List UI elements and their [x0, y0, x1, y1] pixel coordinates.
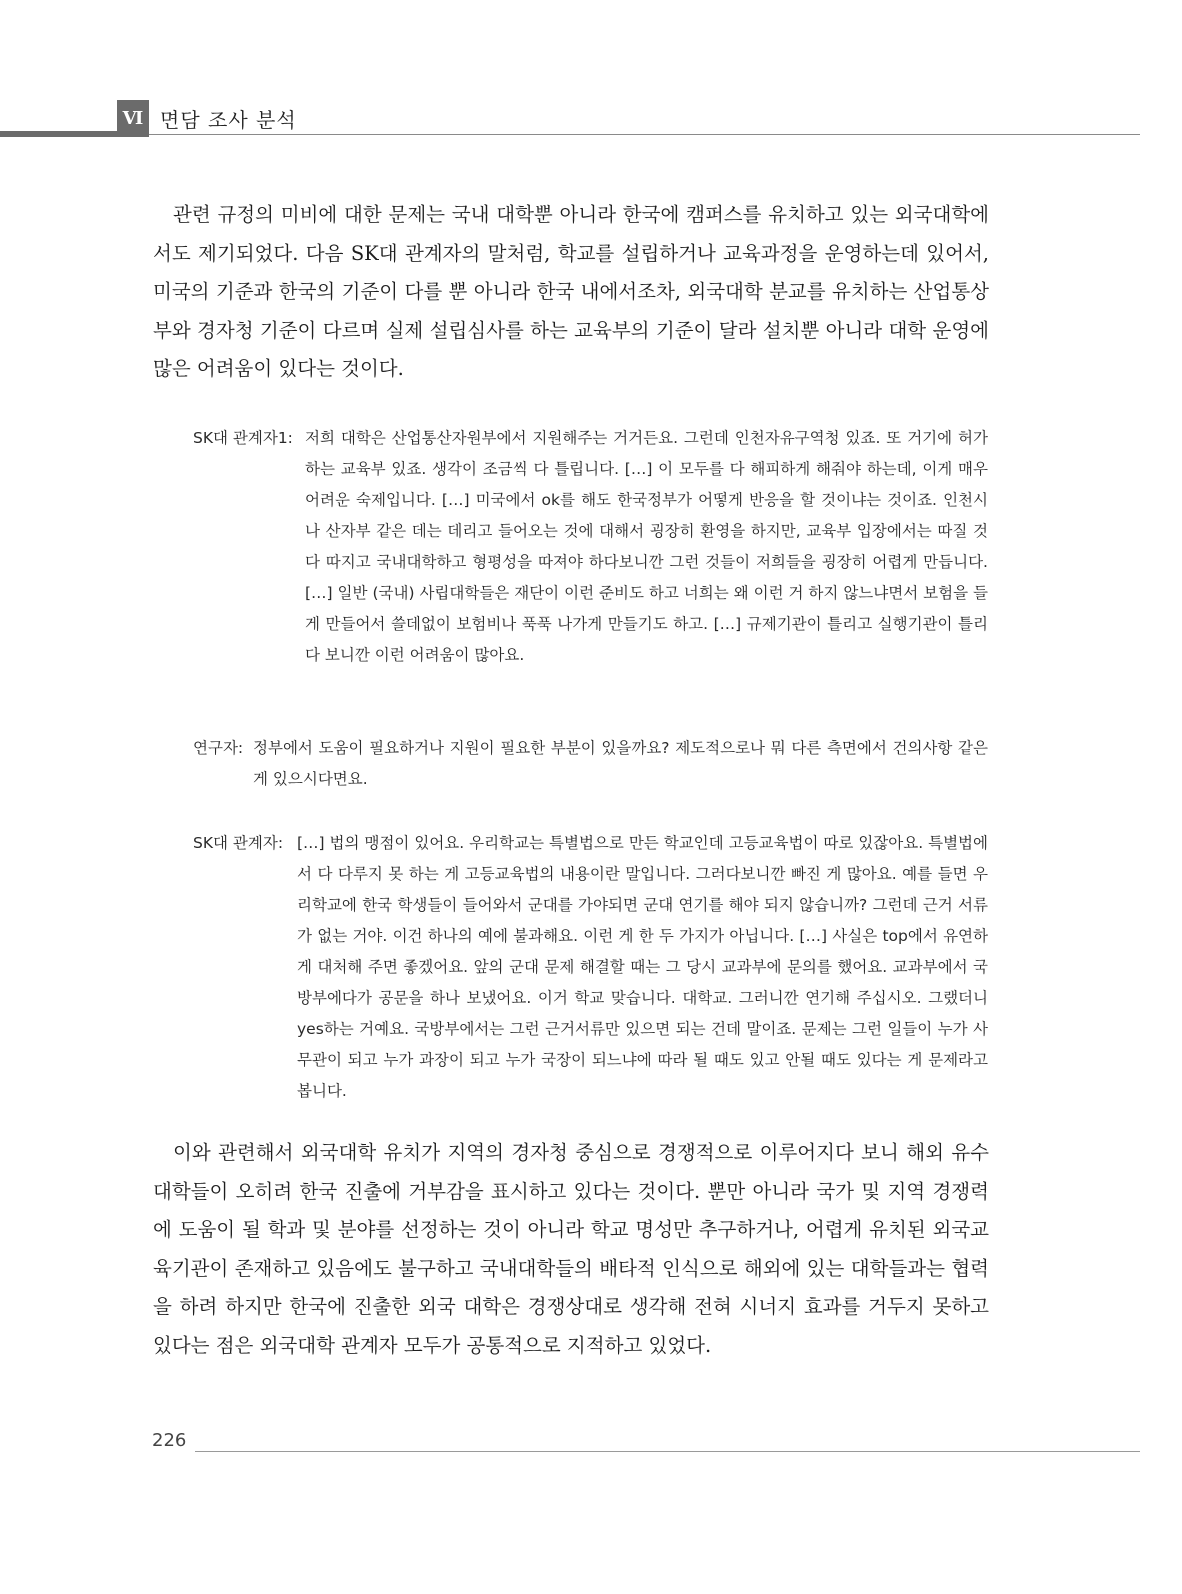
interview-quote-3 — [193, 828, 988, 1107]
header-bar — [0, 131, 117, 137]
body-paragraph-1: 관련 규정의 미비에 대한 문제는 국내 대학뿐 아니라 한국에 캠퍼스를 유치하고 있는 외국대학에서도 제기되었다. 다음 SK대 관계자의 말처럼, 학교를 설립하거나 교육과정을 운영하는데 있어서, 미국의 기준과 한국의 기준이 다를 뿐 아니라 한국 내에서조차, 외국대학 분교를 유치하는 산업통상부와 경자청 기준이 다르며 실제 설립심사를 하는 교육부의 기준이 달라 설치뿐 아니라 대학 운영에 많은 어려움이 있다는 것이다. — [153, 203, 989, 380]
quote-text: […] 법의 맹점이 있어요. 우리학교는 특별법으로 만든 학교인데 고등교육법이 따로 있잖아요. 특별법에서 다 다루지 못 하는 게 고등교육법의 내용이란 말입니다. 그러다보니깐 빠진 게 많아요. 예를 들면 우리학교에 한국 학생들이 들어와서 군대를 가야되면 군대 연기를 해야 되지 않습니까? 그런데 근거 서류가 없는 거야. 이건 하나의 예에 불과해요. 이런 게 한 두 가지가 아닙니다. […] 사실은 top에서 유연하게 대처해 주면 좋겠어요. 앞의 군대 문제 해결할 때는 그 당시 교과부에 문의를 했어요. 교과부에서 국방부에다가 공문을 하나 보냈어요. 이거 학교 맞습니다. 대학교. 그러니깐 연기해 주십시오. 그랬더니 yes하는 거예요. 국방부에서는 그런 근거서류만 있으면 되는 건데 말이죠. 문제는 그런 일들이 누가 사무관이 되고 누가 과장이 되고 누가 국장이 되느냐에 따라 될 때도 있고 안될 때도 있다는 게 문제라고 봅니다. — [297, 834, 988, 1100]
quote-text: 정부에서 도움이 필요하거나 지원이 필요한 부분이 있을까요? 제도적으로나 뭐 다른 측면에서 건의사항 같은 게 있으시다면요. — [253, 739, 988, 788]
footer-rule — [195, 1451, 1140, 1452]
page-number: 226 — [152, 1430, 187, 1451]
quote-speaker: SK대 관계자1: — [193, 429, 293, 447]
body-paragraph-2: 이와 관련해서 외국대학 유치가 지역의 경자청 중심으로 경쟁적으로 이루어지다 보니 해외 유수대학들이 오히려 한국 진출에 거부감을 표시하고 있다는 것이다. 뿐만 아니라 국가 및 지역 경쟁력에 도움이 될 학과 및 분야를 선정하는 것이 아니라 학교 명성만 추구하거나, 어렵게 유치된 외국교육기관이 존재하고 있음에도 불구하고 국내대학들의 배타적 인식으로 해외에 있는 대학들과는 협력을 하려 하지만 한국에 진출한 외국 대학은 경쟁상대로 생각해 전혀 시너지 효과를 거두지 못하고 있다는 점은 외국대학 관계자 모두가 공통적으로 지적하고 있었다. — [153, 1141, 989, 1357]
chapter-number-badge: Ⅵ — [117, 100, 149, 137]
interview-quote-1 — [193, 423, 988, 671]
quote-text: 저희 대학은 산업통산자원부에서 지원해주는 거거든요. 그런데 인천자유구역청 있죠. 또 거기에 허가하는 교육부 있죠. 생각이 조금씩 다 틀립니다. […] 이 모두를 다 해피하게 해줘야 하는데, 이게 매우 어려운 숙제입니다. […] 미국에서 ok를 해도 한국정부가 어떻게 반응을 할 것이냐는 것이죠. 인천시나 산자부 같은 데는 데리고 들어오는 것에 대해서 굉장히 환영을 하지만, 교육부 입장에서는 따질 것 다 따지고 국내대학하고 형평성을 따져야 하다보니깐 그런 것들이 저희들을 굉장히 어렵게 만듭니다. […] 일반 (국내) 사립대학들은 재단이 이런 준비도 하고 너희는 왜 이런 거 하지 않느냐면서 보험을 들게 만들어서 쓸데없이 보험비나 푹푹 나가게 만들기도 하고. […] 규제기관이 틀리고 실행기관이 틀리다 보니깐 이런 어려움이 많아요. — [305, 429, 988, 664]
page-header — [0, 100, 1140, 140]
quote-speaker: SK대 관계자: — [193, 834, 284, 852]
quote-speaker: 연구자: — [193, 739, 244, 757]
header-rule — [0, 134, 1140, 135]
interview-quote-2 — [193, 733, 988, 795]
chapter-title: 면담 조사 분석 — [160, 108, 297, 132]
